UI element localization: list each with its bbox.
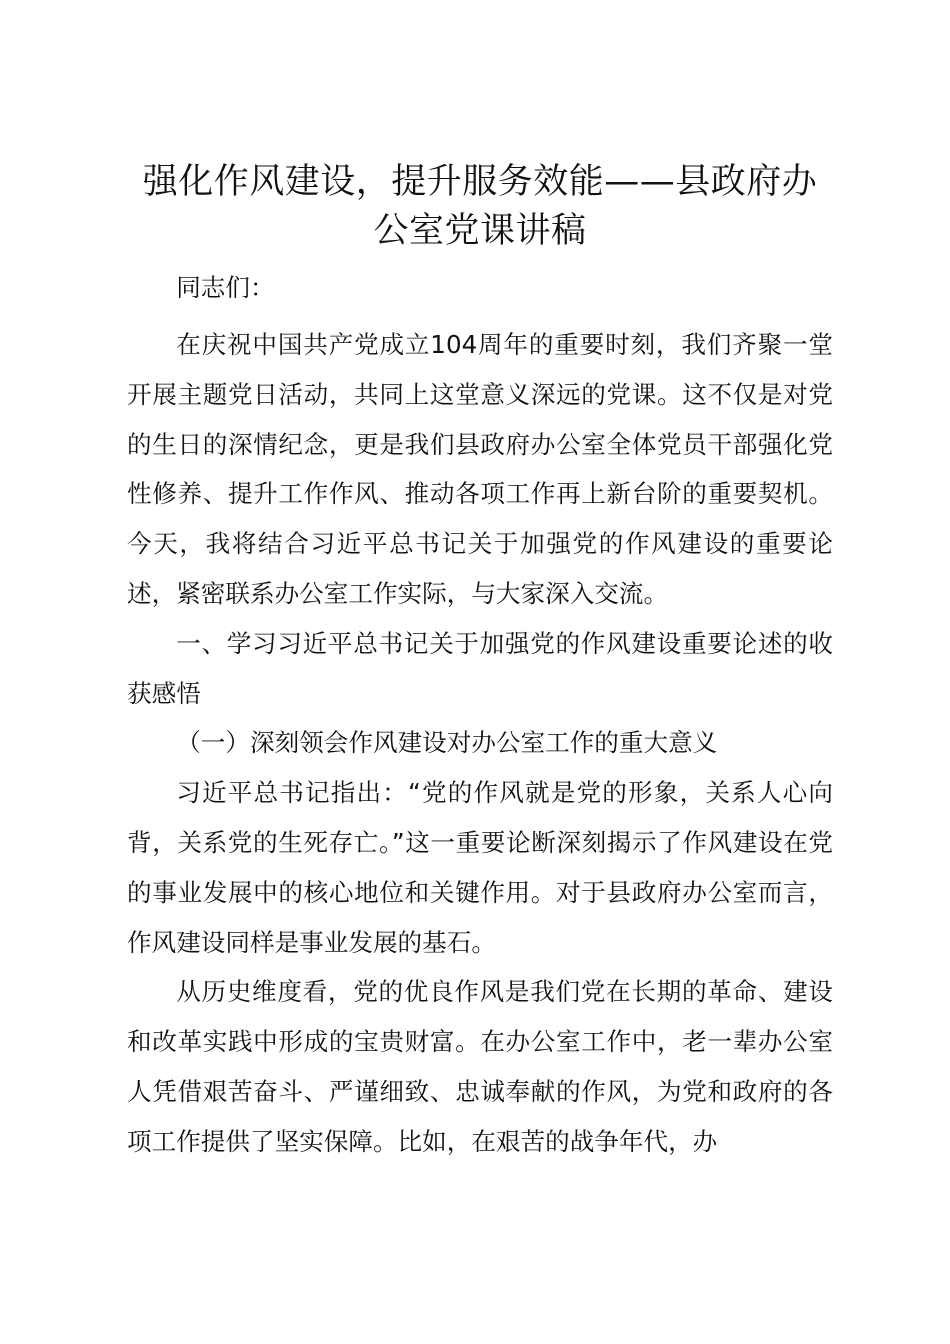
paragraph-history: 从历史维度看，党的优良作风是我们党在长期的革命、建设和改革实践中形成的宝贵财富。在办公室工作中，老一辈办公室人凭借艰苦奋斗、严谨细致、忠诚奉献的作风，为党和政府的各项工作提供了坚实保障。比如，在艰苦的战争年代，办 bbox=[127, 977, 833, 1156]
paragraph-quote: 习近平总书记指出：“党的作风就是党的形象，关系人心向背，关系党的生死存亡。”这一重要论断深刻揭示了作风建设在党的事业发展中的核心地位和关键作用。对于县政府办公室而言，作风建设同样是事业发展的基石。 bbox=[127, 778, 833, 957]
salutation: 同志们： bbox=[176, 273, 275, 302]
document-page bbox=[127, 158, 833, 1167]
document-title: 强化作风建设，提升服务效能——县政府办公室党课讲稿 bbox=[142, 162, 818, 251]
document-body bbox=[127, 266, 833, 1167]
paragraph-intro: 在庆祝中国共产党成立104周年的重要时刻，我们齐聚一堂开展主题党日活动，共同上这堂意义深远的党课。这不仅是对党的生日的深情纪念，更是我们县政府办公室全体党员干部强化党性修养、提升工作作风、推动各项工作再上新台阶的重要契机。今天，我将结合习近平总书记关于加强党的作风建设的重要论述，紧密联系办公室工作实际，与大家深入交流。 bbox=[127, 330, 833, 608]
subsection-heading-1: （一）深刻领会作风建设对办公室工作的重大意义 bbox=[176, 728, 718, 758]
section-heading-1: 一、学习习近平总书记关于加强党的作风建设重要论述的收获感悟 bbox=[127, 628, 833, 708]
